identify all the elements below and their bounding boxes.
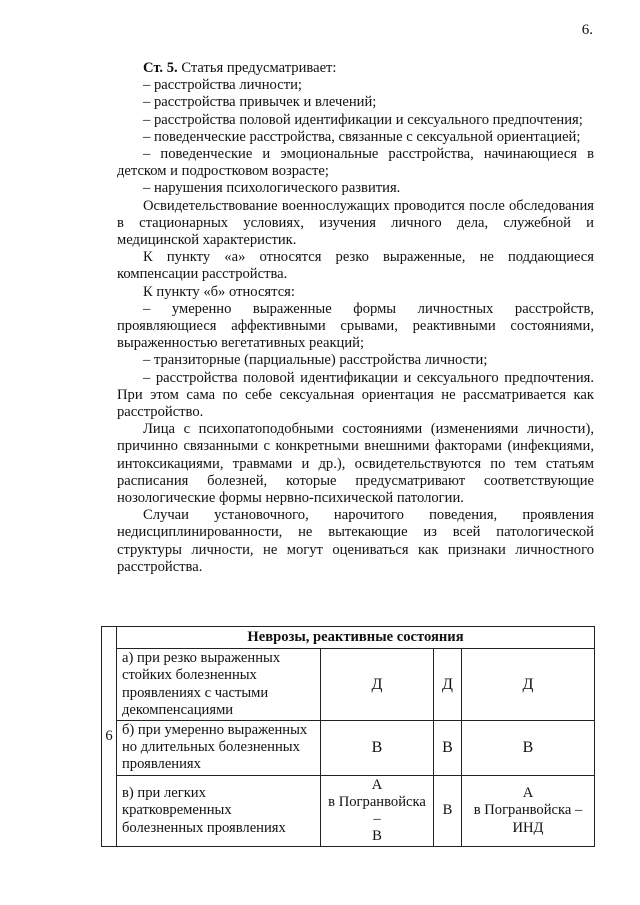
category-cell: В (321, 721, 434, 776)
article-body (117, 60, 594, 576)
table-row (102, 649, 595, 721)
list-item: – расстройства личности; (143, 77, 302, 94)
article-intro: Статья предусматривает: (177, 60, 337, 76)
category-value: В (372, 828, 382, 845)
list-item: – расстройства половой идентификации и сексуального предпочтения. При этом сама по себе сексуальная ориентация не рассматривается как расстройство. (117, 369, 594, 421)
article-number-cell: 6 (102, 627, 117, 847)
category-note: в Погранвойска – (473, 802, 583, 819)
section-title: Неврозы, реактивные состояния (117, 627, 595, 649)
paragraph-examination: Освидетельствование военнослужащих проводится после обследования в стационарных условиях, изучения личного дела, служебной и медицинской характеристик. (117, 197, 594, 249)
category-cell: Д (434, 649, 462, 721)
list-item: – поведенческие расстройства, связанные с сексуальной ориентацией; (143, 128, 581, 145)
article-title: Ст. 5. (143, 60, 178, 76)
list-item: – нарушения психологического развития. (143, 180, 401, 197)
paragraph-cases: Случаи установочного, нарочитого поведения, проявления недисциплинированности, не вытекающие из всей патологической структуры личности, не могут оцениваться как признаки личностного расстройства. (117, 507, 594, 575)
paragraph-item-a: К пункту «а» относятся резко выраженные, не поддающиеся компенсации расстройства. (117, 249, 594, 283)
list-item: – поведенческие и эмоциональные расстройства, начинающиеся в детском и подростковом возрасте; (117, 146, 594, 180)
category-cell: В (462, 721, 595, 776)
list-item: – расстройства привычек и влечений; (143, 94, 377, 111)
row-description: б) при умеренно выраженных но длительных болезненных проявлениях (117, 721, 321, 776)
category-cell (321, 775, 434, 847)
row-description: а) при резко выраженных стойких болезненных проявлениях с частыми декомпенсациями (117, 649, 321, 721)
category-cell: Д (321, 649, 434, 721)
article-heading (117, 60, 594, 77)
table-row (102, 775, 595, 847)
category-value: А (522, 785, 534, 802)
paragraph-psychopathic: Лица с психопатоподобными состояниями (изменениями личности), причинно связанными с конкретными внешними факторами (инфекциями, интоксикациями, травмами и др.), освидетельствуются по тем статьям расписания болезней, которые предусматривают соответствующие нозологические формы нервно-психической патологии. (117, 421, 594, 507)
list-item: – умеренно выраженные формы личностных расстройств, проявляющиеся аффективными срывами, реактивными состояниями, выраженностью вегетативных реакций; (117, 300, 594, 352)
page-number: 6. (581, 22, 593, 38)
category-cell: Д (462, 649, 595, 721)
category-cell: В (434, 721, 462, 776)
list-item: – транзиторные (парциальные) расстройства личности; (143, 352, 488, 369)
row-description: в) при легких кратковременных болезненных проявлениях (117, 775, 321, 847)
table-row (102, 721, 595, 776)
paragraph-item-b: К пункту «б» относятся: (143, 283, 295, 300)
table-header-row (102, 627, 595, 649)
category-cell (462, 775, 595, 847)
diseases-schedule-table (101, 626, 595, 847)
category-cell: В (434, 775, 462, 847)
list-item: – расстройства половой идентификации и сексуального предпочтения; (143, 111, 583, 128)
category-note: в Погранвойска – (328, 793, 426, 828)
category-value: А (371, 776, 383, 793)
category-value: ИНД (512, 819, 544, 836)
